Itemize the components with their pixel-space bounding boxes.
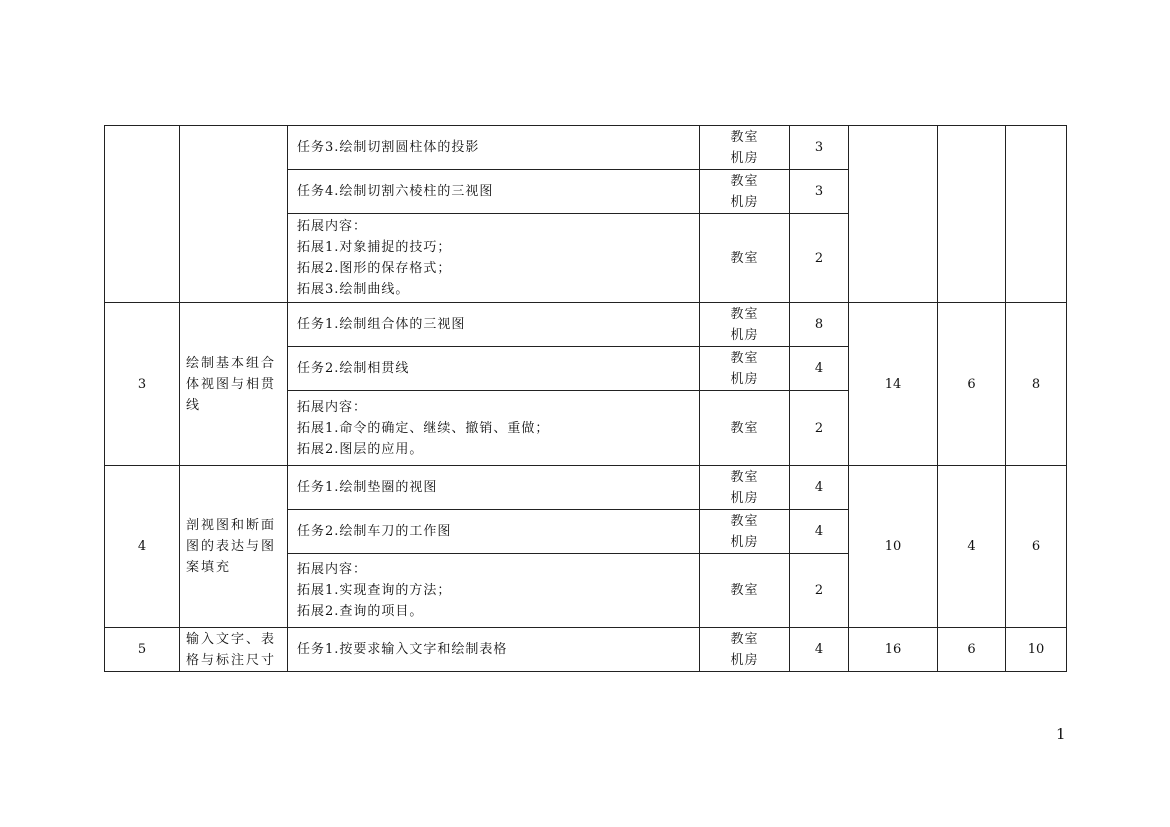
cell-hours: 3 xyxy=(790,126,849,170)
cell-task xyxy=(288,170,700,214)
task-line: 任务1.按要求输入文字和绘制表格 xyxy=(297,642,508,657)
task-line: 拓展3.绘制曲线。 xyxy=(297,282,410,297)
cell-total-hours: 14 xyxy=(849,303,938,466)
topic-text: 输入文字、表格与标注尺寸 xyxy=(186,631,277,668)
task-line: 任务2.绘制相贯线 xyxy=(297,361,410,376)
place-line: 教室 xyxy=(730,513,759,529)
place-line: 教室 xyxy=(730,469,759,485)
cell-no: 4 xyxy=(105,466,180,628)
task-line: 拓展1.命令的确定、继续、撤销、重做； xyxy=(297,420,550,436)
task-line: 拓展1.实现查询的方法； xyxy=(297,583,452,598)
task-line: 拓展2.查询的项目。 xyxy=(297,604,424,619)
cell-practice-hours: 8 xyxy=(1006,303,1067,466)
task-line: 任务1.绘制组合体的三视图 xyxy=(297,317,466,332)
cell-task xyxy=(288,554,700,628)
cell-no-empty xyxy=(105,126,180,303)
cell-task xyxy=(288,391,700,466)
cell-task xyxy=(288,214,700,303)
table-row xyxy=(105,628,1067,672)
cell-hours: 2 xyxy=(790,391,849,466)
place-line: 机房 xyxy=(730,371,759,387)
task-line: 拓展内容： xyxy=(297,562,368,577)
cell-theory-hours: 6 xyxy=(938,303,1006,466)
task-line: 拓展1.对象捕捉的技巧； xyxy=(297,240,452,255)
cell-place xyxy=(700,628,790,672)
cell-hours: 4 xyxy=(790,466,849,510)
page-number: 1 xyxy=(1056,725,1066,743)
cell-hours: 3 xyxy=(790,170,849,214)
place-line: 教室 xyxy=(730,350,759,366)
cell-hours: 4 xyxy=(790,347,849,391)
cell-practice-empty xyxy=(1006,126,1067,303)
topic-clip xyxy=(186,629,281,671)
place-line: 机房 xyxy=(730,534,759,550)
task-line: 任务2.绘制车刀的工作图 xyxy=(297,524,452,539)
task-line: 拓展内容： xyxy=(297,219,368,234)
cell-total-empty xyxy=(849,126,938,303)
cell-task xyxy=(288,628,700,672)
cell-practice-hours: 6 xyxy=(1006,466,1067,628)
cell-hours: 4 xyxy=(790,628,849,672)
place-line: 教室 xyxy=(730,306,759,322)
cell-place xyxy=(700,170,790,214)
cell-task xyxy=(288,466,700,510)
table-row xyxy=(105,303,1067,347)
place-line: 教室 xyxy=(730,250,759,266)
cell-theory-hours: 4 xyxy=(938,466,1006,628)
task-line: 拓展2.图层的应用。 xyxy=(297,441,424,457)
cell-place xyxy=(700,347,790,391)
place-line: 教室 xyxy=(730,583,759,598)
cell-topic: 绘制基本组合体视图与相贯线 xyxy=(180,303,288,466)
place-line: 教室 xyxy=(730,129,759,145)
cell-place xyxy=(700,303,790,347)
cell-place xyxy=(700,510,790,554)
cell-hours: 2 xyxy=(790,214,849,303)
cell-place xyxy=(700,126,790,170)
cell-topic-empty xyxy=(180,126,288,303)
cell-hours: 8 xyxy=(790,303,849,347)
place-line: 机房 xyxy=(730,652,759,668)
place-line: 机房 xyxy=(730,327,759,343)
task-line: 任务1.绘制垫圈的视图 xyxy=(297,480,438,495)
cell-task xyxy=(288,510,700,554)
course-schedule-table xyxy=(104,125,1067,672)
cell-place xyxy=(700,391,790,466)
cell-hours: 2 xyxy=(790,554,849,628)
cell-total-hours: 10 xyxy=(849,466,938,628)
place-line: 教室 xyxy=(730,420,759,436)
cell-no: 5 xyxy=(105,628,180,672)
table-row xyxy=(105,126,1067,170)
place-line: 机房 xyxy=(730,194,759,210)
cell-topic xyxy=(180,628,288,672)
cell-hours: 4 xyxy=(790,510,849,554)
task-line: 任务3.绘制切割圆柱体的投影 xyxy=(297,140,480,155)
place-line: 机房 xyxy=(730,150,759,166)
cell-place xyxy=(700,214,790,303)
place-line: 机房 xyxy=(730,490,759,506)
cell-total-hours: 16 xyxy=(849,628,938,672)
place-line: 教室 xyxy=(730,631,759,647)
cell-place xyxy=(700,554,790,628)
cell-topic: 剖视图和断面图的表达与图案填充 xyxy=(180,466,288,628)
cell-practice-hours: 10 xyxy=(1006,628,1067,672)
cell-theory-empty xyxy=(938,126,1006,303)
task-line: 任务4.绘制切割六棱柱的三视图 xyxy=(297,184,494,199)
cell-theory-hours: 6 xyxy=(938,628,1006,672)
cell-task xyxy=(288,126,700,170)
cell-task xyxy=(288,303,700,347)
task-line: 拓展2.图形的保存格式； xyxy=(297,261,452,276)
cell-task xyxy=(288,347,700,391)
place-line: 教室 xyxy=(730,173,759,189)
cell-no: 3 xyxy=(105,303,180,466)
task-line: 拓展内容： xyxy=(297,399,368,415)
table-row xyxy=(105,466,1067,510)
cell-place xyxy=(700,466,790,510)
